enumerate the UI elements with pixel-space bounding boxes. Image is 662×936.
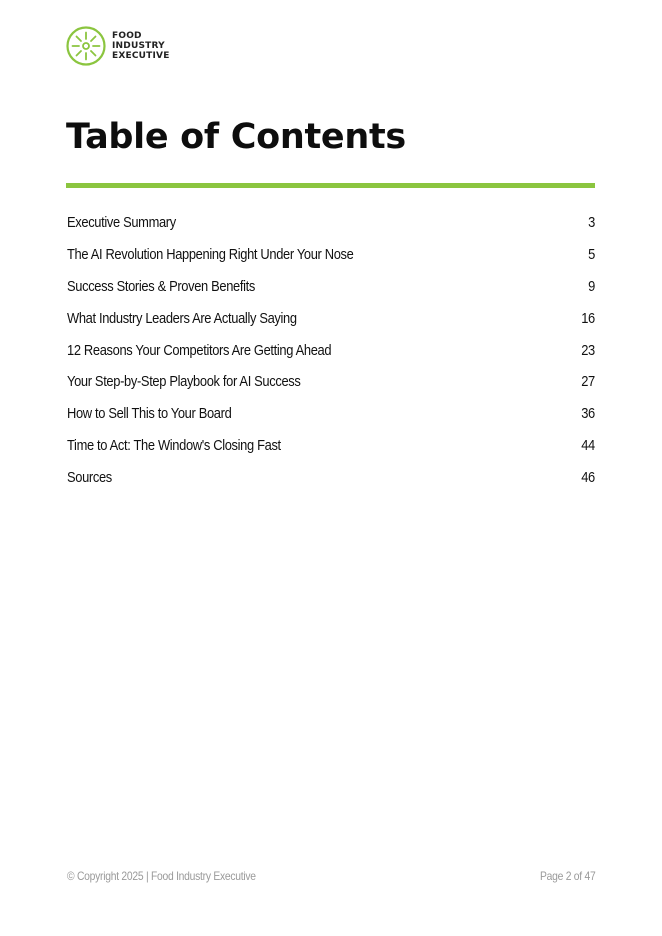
toc-entry-executive-summary[interactable] (67, 207, 595, 239)
page-footer (67, 869, 595, 883)
toc-entry-page: 36 (581, 405, 595, 423)
page-title: Table of Contents (66, 117, 406, 157)
title-divider (66, 183, 595, 188)
logo-wordmark (112, 31, 170, 61)
toc-entry-label: What Industry Leaders Are Actually Saying (67, 309, 297, 327)
logo-line-3: EXECUTIVE (112, 51, 170, 61)
toc-entry-page: 3 (588, 214, 595, 232)
toc-entry-12-reasons[interactable] (67, 334, 595, 366)
footer-page-indicator: Page 2 of 47 (539, 869, 595, 883)
toc-entry-label: Your Step-by-Step Playbook for AI Success (67, 373, 301, 391)
toc-entry-success-stories[interactable] (67, 271, 595, 303)
toc-entry-page: 27 (581, 373, 595, 391)
toc-entry-label: Sources (67, 468, 112, 486)
footer-copyright: © Copyright 2025 | Food Industry Executive (67, 869, 256, 883)
toc-entry-page: 44 (581, 436, 595, 454)
toc-entry-label: Success Stories & Proven Benefits (67, 277, 255, 295)
toc-entry-label: Time to Act: The Window's Closing Fast (67, 436, 281, 454)
toc-entry-label: How to Sell This to Your Board (67, 405, 232, 423)
toc-entry-sell-to-board[interactable] (67, 398, 595, 430)
toc-entry-page: 46 (581, 468, 595, 486)
logo-sunburst-icon (66, 26, 106, 66)
toc-entry-label: 12 Reasons Your Competitors Are Getting Ahead (67, 341, 332, 359)
logo-line-1: FOOD (112, 31, 142, 41)
toc-entry-page: 9 (588, 277, 595, 295)
table-of-contents (67, 207, 595, 493)
brand-logo (66, 26, 170, 66)
toc-entry-label: The AI Revolution Happening Right Under Your Nose (67, 246, 354, 264)
toc-entry-playbook[interactable] (67, 366, 595, 398)
toc-entry-page: 5 (588, 246, 595, 264)
toc-entry-industry-leaders[interactable] (67, 302, 595, 334)
toc-entry-label: Executive Summary (67, 214, 176, 232)
logo-line-2: INDUSTRY (112, 41, 165, 51)
toc-entry-time-to-act[interactable] (67, 430, 595, 462)
toc-entry-sources[interactable] (67, 461, 595, 493)
toc-entry-page: 16 (581, 309, 595, 327)
toc-entry-page: 23 (581, 341, 595, 359)
toc-entry-ai-revolution[interactable] (67, 239, 595, 271)
